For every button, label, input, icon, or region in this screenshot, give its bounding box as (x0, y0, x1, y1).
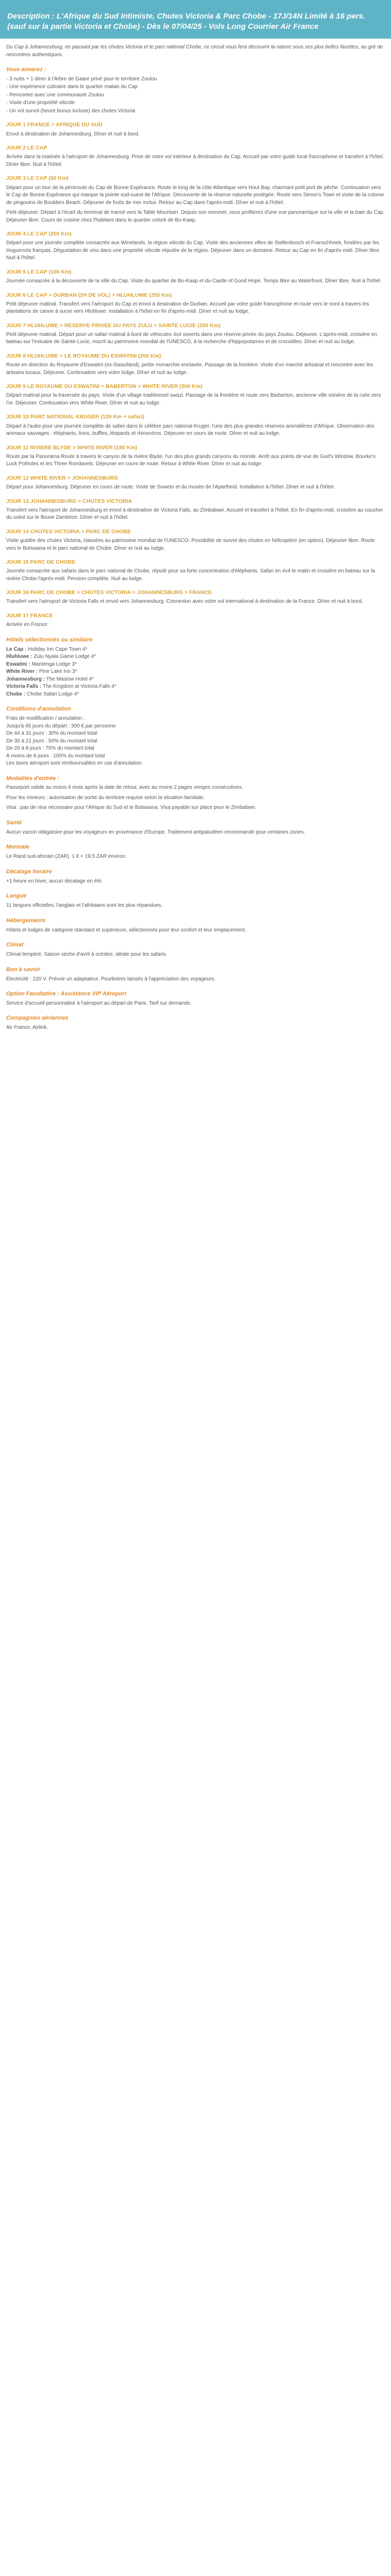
description-banner (0, 0, 391, 39)
bon-savoir-title: Bon à savoir (6, 966, 41, 973)
trip-description-page (0, 0, 391, 1045)
day-title: JOUR 8 HLUHLUWE > LE ROYAUME DU ESWATINI (200 Km) (6, 352, 161, 359)
climat-title: Climat (6, 942, 24, 948)
hotel-city: Eswatini : (6, 661, 30, 667)
day-text: Route par la Panorama Route à travers le canyon de la rivière Blyde, l'un des plus grands canyons du monde. Arrêt aux points de vue de God's Window, Bourke's Luck Potholes et les Three Rondavels. Déjeuner en cours de route. Retour à White River. Dîner et nuit au lodge. (6, 453, 376, 467)
day-text: Petit déjeuner. Départ à l'écart du terminal de transit vers la Table Mountain. Depuis son sommet, vous profiterez d'une vue panoramique sur la ville et la baie du Cap. Déjeuner libre. Cours de cuisine chez l'habitant dans le quartier coloré de Bo-Kaap. (6, 210, 385, 223)
day-title: JOUR 13 JOHANNESBURG > CHUTES VICTORIA (6, 498, 132, 504)
conditions-line: Les taxes aéroport sont remboursables en cas d'annulation. (6, 760, 143, 767)
option-title: Option Facultative : Assistance VIP Aéroport (6, 991, 126, 997)
hebergements-title: Hébergements (6, 917, 46, 924)
option-section (6, 990, 385, 1007)
conditions-line: Jusqu'à 45 jours du départ : 300 € par personne (6, 723, 116, 729)
day-text: Arrivée dans la matinée à l'aéroport de Johannesburg. Prise de votre vol intérieur à destination du Cap. Accueil par votre guide local francophone et transfert à l'hôtel. Dîner libre. Nuit à l'hôtel. (6, 154, 384, 167)
langue-section (6, 892, 385, 909)
sante-title: Santé (6, 819, 22, 826)
hotels-title: Hôtels sélectionnés ou similaire (6, 636, 93, 643)
day-title: JOUR 11 RIVIERE BLYDE > WHITE RIVER (190 Km) (6, 444, 137, 451)
hebergements-section (6, 917, 385, 934)
hotel-name: The Kingdom at Victoria Falls 4* (42, 684, 117, 690)
day-text: Départ pour une journée complète consacrée aux Winelands, la région viticole du Cap. Visite des anciennes villes de Stellenbosch et Franschhoek, fondées par les Huguenots français. Dégustation de vins dans une propriété viticole réputée de la région. Déjeuner dans un domaine. Retour au Cap en fin d'après-midi. Dîner libre. Nuit à l'hôtel. (6, 240, 381, 261)
list-item: - Visite d'une propriété viticole (6, 100, 75, 106)
decalage-text: +1 heure en hiver, aucun décalage en été. (6, 878, 103, 884)
hotel-city: Le Cap : (6, 646, 27, 652)
day-title: JOUR 17 FRANCE (6, 612, 53, 619)
list-item: - Une expérience culinaire dans le quartier malais du Cap (6, 84, 138, 90)
day-text: Envol à destination de Johannesburg. Dîner et nuit à bord. (6, 131, 140, 137)
hotel-city: Chobe : (6, 691, 26, 697)
day-title: JOUR 15 PARC DE CHOBE (6, 559, 75, 565)
conditions-line: De 20 à 8 jours : 75% du montant total (6, 745, 94, 752)
day-text: Route en direction du Royaume d'Eswatini (ex-Swaziland), petite monarchie enclavée. Passage de la frontière. Visite d'un marché artisanal et rencontre avec les artisans locaux. Déjeuner. Continuation vers votre lodge. Dîner et nuit au lodge. (6, 362, 373, 376)
hotel-name: Zulu Nyala Game Lodge 4* (34, 654, 96, 660)
hotel-name: Holiday Inn Cape Town 4* (28, 646, 88, 652)
day-title: JOUR 12 WHITE RIVER > JOHANNESBURG (6, 474, 118, 481)
vous-aimerez-section (6, 66, 385, 115)
hotel-city: Johannesburg : (6, 676, 45, 682)
monnaie-title: Monnaie (6, 844, 29, 851)
hotel-line (6, 653, 385, 661)
conditions-title: Conditions d'annulation (6, 706, 71, 713)
day-title: JOUR 5 LE CAP (100 Km) (6, 268, 72, 275)
option-text: Service d'accueil personnalisé à l'aéroport au départ de Paris. Tarif sur demande. (6, 1000, 192, 1006)
formalites-text: Passeport valide au moins 6 mois après la date de retour, avec au moins 2 pages vierges consécutives. (6, 785, 243, 791)
day-title: JOUR 2 LE CAP (6, 145, 47, 151)
day-title: JOUR 6 LE CAP > DURBAN (2H DE VOL) > HLUHLUWE (255 Km) (6, 292, 172, 298)
day-title: JOUR 16 PARC DE CHOBE > CHUTES VICTORIA > JOHANNESBURG > FRANCE (6, 589, 212, 596)
sante-text: Aucun vaccin obligatoire pour les voyageurs en provenance d'Europe. Traitement antipaludéen recommandé pour certaines zones. (6, 829, 305, 835)
hotel-city: Hluhluwe : (6, 654, 32, 660)
hotel-city: White River : (6, 669, 38, 675)
compagnies-title: Compagnies aériennes (6, 1015, 69, 1022)
intro-text: Du Cap à Johannesburg, en passant par les chutes Victoria et le parc national Chobe, ce circuit vous fera découvrir la nature sous ses plus belles facettes, au gré de rencontres authentiques. (6, 44, 383, 58)
hotel-line (6, 676, 385, 684)
day-text: Petit déjeuner matinal. Départ pour un safari matinal à bord de véhicules 4x4 ouverts dans une réserve privée du pays Zoulou. Déjeuner. L'après-midi, croisière en bateau sur l'estuaire de Sainte Lucie, inscrit au patrimoine mondial de l'UNESCO, à la recherche d'hippopotames et de crocodiles. Dîner et nuit au lodge. (6, 331, 377, 345)
compagnies-section (6, 1014, 385, 1031)
hotel-city: Victoria Falls : (6, 684, 42, 690)
climat-section (6, 941, 385, 958)
day-title: JOUR 1 FRANCE > AFRIQUE DU SUD (6, 122, 103, 128)
day-title: JOUR 7 HLUHLUWE > RESERVE PRIVEE DU PAYS ZULU > SAINTE LUCIE (200 Km) (6, 322, 221, 329)
conditions-section (6, 705, 385, 767)
day-text: Transfert vers l'aéroport de Victoria Falls et envol vers Johannesburg. Connexion avec votre vol international à destination de la France. Dîner et nuit à bord. (6, 599, 363, 605)
decalage-title: Décalage horaire (6, 868, 52, 875)
day-text: Départ pour Johannesburg. Déjeuner en cours de route. Visite de Soweto et du musée de l'Apartheid. Installation à l'hôtel. Dîner et nuit à l'hôtel. (6, 484, 335, 490)
day-text: Arrivée en France. (6, 622, 49, 628)
day-title: JOUR 10 PARC NATIONAL KRUGER (120 Km + safari) (6, 414, 144, 420)
hotel-line (6, 668, 385, 676)
list-item: - 3 nuits + 1 diner à l'Arbre de Gaare privé pour le territoire Zoulou (6, 76, 157, 82)
formalites-section (6, 775, 385, 812)
hotel-line (6, 683, 385, 691)
trip-title: Description : L'Afrique du Sud Intimiste, Chutes Victoria & Parc Chobe - 17J/14N Limité à 16 pers. (sauf sur la partie Victoria et Chobe) - Dès le 07/04/25 - Vols Long Courrier Air France (7, 12, 365, 31)
hotel-name: Pine Lake Inn 3* (39, 669, 77, 675)
monnaie-section (6, 843, 385, 860)
day-text: Visite guidée des chutes Victoria, classées au patrimoine mondial de l'UNESCO. Possibilité de survol des chutes en hélicoptère (en option). Déjeuner libre. Route vers le Botswana et le parc national de Chobe. Dîner et nuit au lodge. (6, 538, 375, 551)
hotel-line (6, 691, 385, 699)
hotels-section (6, 636, 385, 698)
day-text: Journée consacrée à la découverte de la ville du Cap. Visite du quartier de Bo-Kaap et du Castle of Good Hope. Temps libre au Waterfront. Dîner libre. Nuit à l'hôtel. (6, 278, 382, 284)
day-text: Journée consacrée aux safaris dans le parc national de Chobe, réputé pour sa forte concentration d'éléphants. Safari en 4x4 le matin et croisière en bateau sur la rivière Chobe l'après-midi. Pension complète. Nuit au lodge. (6, 568, 376, 582)
day-text: Départ à l'aube pour une journée complète de safari dans le célèbre parc national Kruger, l'une des plus grandes réserves animalières d'Afrique. Observation des animaux sauvages : éléphants, lions, buffles, léopards et rhinocéros. Déjeuner en cours de route. Dîner et nuit au lodge. (6, 423, 374, 437)
hotel-line (6, 661, 385, 669)
climat-text: Climat tempéré. Saison sèche d'avril à octobre, idéale pour les safaris. (6, 952, 168, 958)
langue-title: Langue (6, 893, 27, 900)
hebergements-text: Hôtels et lodges de catégorie standard et supérieure, sélectionnés pour leur confort et leur emplacement. (6, 927, 247, 933)
langue-text: 11 langues officielles, l'anglais et l'afrikaans sont les plus répandues. (6, 903, 163, 909)
hotel-name: The Maslow Hotel 4* (46, 676, 94, 682)
day-text: Transfert vers l'aéroport de Johannesburg et envol à destination de Victoria Falls, au Zimbabwe. Accueil et transfert à l'hôtel. En fin d'après-midi, croisière au coucher du soleil sur le fleuve Zambèze. Dîner et nuit à l'hôtel. (6, 507, 383, 521)
conditions-line: De 44 à 31 jours : 30% du montant total (6, 731, 97, 737)
vous-aimerez-title: Vous aimerez : (6, 66, 46, 73)
conditions-line: De 30 à 21 jours : 50% du montant total (6, 738, 97, 744)
day-title: JOUR 9 LE ROYAUME DU ESWATINI > BABERTON > WHITE RIVER (300 Km) (6, 383, 203, 390)
hotel-name: Mantenga Lodge 3* (31, 661, 77, 667)
monnaie-text: Le Rand sud-africain (ZAR). 1 € = 19.5 ZAR environ. (6, 854, 127, 860)
list-item: - Rencontre avec une communauté Zoulou (6, 92, 104, 98)
bon-savoir-text: Électricité : 220 V. Prévoir un adaptateur. Pourboires laissés à l'appréciation des voyageurs. (6, 976, 216, 982)
conditions-line: Frais de modification / annulation : (6, 716, 85, 722)
decalage-section (6, 868, 385, 885)
itinerary-section (6, 121, 385, 629)
formalites-title: Modalités d'entrée : (6, 775, 59, 782)
conditions-line: À moins de 8 jours : 100% du montant total (6, 753, 105, 759)
hotel-name: Chobe Safari Lodge 4* (27, 691, 79, 697)
sante-section (6, 819, 385, 836)
formalites-text: Visa : pas de visa nécessaire pour l'Afrique du Sud et le Botswana. Visa payable sur place pour le Zimbabwe. (6, 805, 256, 811)
day-text: Départ matinal pour la traversée du pays. Visite d'un village traditionnel swazi. Passage de la frontière et route vers Barberton, ancienne ville minière de la ruée vers l'or. Déjeuner. Continuation vers White River. Dîner et nuit au lodge. (6, 393, 381, 406)
list-item: - Un vol survol (heure bonus incluse) des chutes Victoria (6, 108, 135, 114)
hotel-line (6, 646, 385, 654)
formalites-text: Pour les mineurs : autorisation de sortie du territoire requise selon la situation familiale. (6, 794, 205, 801)
vous-aimerez-list (6, 76, 385, 115)
day-text: Petit déjeuner matinal. Transfert vers l'aéroport du Cap et envol à destination de Durban. Accueil par votre guide francophone et route vers le nord à travers les plantations de canne à sucre vers Hluhluwe. Installation à l'hôtel en fin d'après-midi. Dîner et nuit au lodge. (6, 301, 369, 315)
compagnies-text: Air France, Airlink. (6, 1025, 48, 1031)
day-title: JOUR 14 CHUTES VICTORIA > PARC DE CHOBE (6, 528, 131, 535)
bon-savoir-section (6, 966, 385, 983)
day-text: Départ pour un tour de la péninsule du Cap de Bonne Espérance. Route le long de la côte Atlantique vers Hout Bay, charmant petit port de pêche. Continuation vers le Cap de Bonne-Espérance qui marque la pointe sud-ouest de l'Afrique. Découverte de la réserve naturelle protégée. Route vers Simon's Town et visite de la colonie de pingouins de Boulders Beach. Déjeuner de fruits de mer inclus. Retour au Cap dans l'après-midi. Dîner et nuit à l'hôtel. (6, 184, 384, 206)
day-title: JOUR 3 LE CAP (50 Km) (6, 175, 69, 182)
day-title: JOUR 4 LE CAP (250 Km) (6, 231, 72, 238)
